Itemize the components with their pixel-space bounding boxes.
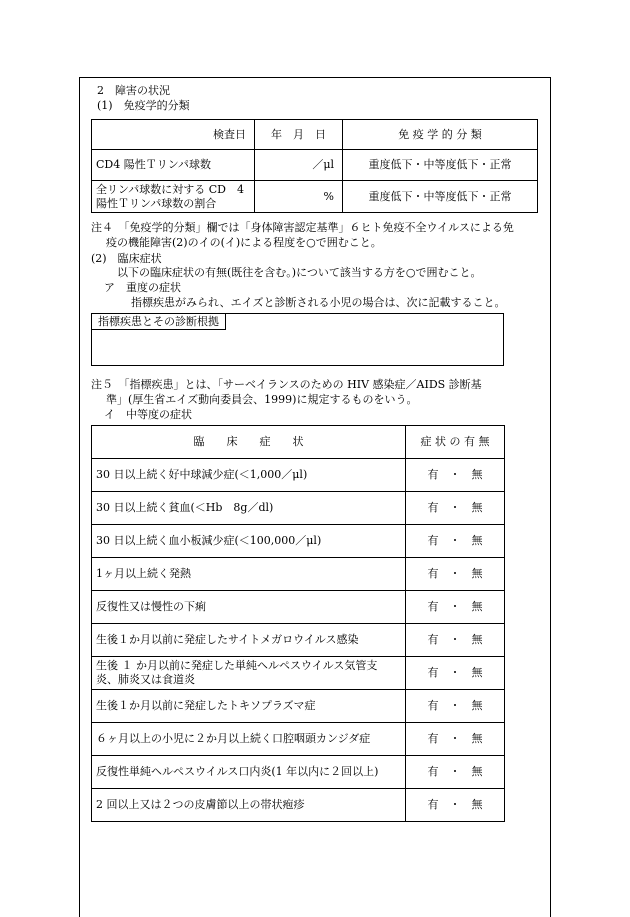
- note4-line2: 疫の機能障害(2)のイの(イ)による程度を○で囲むこと。: [106, 236, 382, 249]
- section-title: 2 障害の状況: [97, 84, 170, 97]
- symptom-presence[interactable]: 有 ・ 無: [406, 525, 505, 558]
- indicator-disease-box[interactable]: [91, 313, 504, 366]
- symptom-label: 30 日以上続く貧血(＜Hb 8g／dl): [92, 492, 406, 525]
- symptom-label-line1: 生後 １ か月以前に発症した単純ヘルペスウイルス気管支: [96, 659, 378, 672]
- symptom-label: ６ヶ月以上の小児に２か月以上続く口腔咽頭カンジダ症: [92, 723, 406, 756]
- row-cd4-label: CD4 陽性Ｔリンパ球数: [92, 150, 255, 181]
- symptom-presence[interactable]: 有 ・ 無: [406, 624, 505, 657]
- clinical-heading: (2) 臨床症状: [91, 252, 162, 265]
- symptom-presence[interactable]: 有 ・ 無: [406, 756, 505, 789]
- note5-line1: 注５ 「指標疾患」とは、「サーベイランスのための HIV 感染症／AIDS 診断基: [91, 378, 482, 391]
- symptom-label: [92, 657, 406, 690]
- row-ratio-label: [92, 181, 255, 213]
- symptom-presence[interactable]: 有 ・ 無: [406, 657, 505, 690]
- clinical-instruction: 以下の臨床症状の有無(既往を含む。)について該当する方を○で囲むこと。: [117, 266, 482, 279]
- row-cd4-class: 重度低下・中等度低下・正常: [343, 150, 538, 181]
- header-date-format: 年 月 日: [255, 120, 343, 150]
- note5-line2: 準」(厚生省エイズ動向委員会、1999)に規定するものをいう。: [106, 393, 418, 406]
- header-exam-date: 検査日: [92, 120, 255, 150]
- symptom-presence[interactable]: 有 ・ 無: [406, 558, 505, 591]
- symptom-table: [91, 425, 505, 822]
- symptom-presence[interactable]: 有 ・ 無: [406, 789, 505, 822]
- symptom-presence[interactable]: 有 ・ 無: [406, 591, 505, 624]
- symptom-label: 2 回以上又は２つの皮膚節以上の帯状疱疹: [92, 789, 406, 822]
- symptom-label: 反復性又は慢性の下痢: [92, 591, 406, 624]
- row-cd4-unit: ／μl: [255, 150, 343, 181]
- symptom-label: 生後１か月以前に発症したサイトメガロウイルス感染: [92, 624, 406, 657]
- header-immune-class: 免 疫 学 的 分 類: [343, 120, 538, 150]
- symptom-label-line2: 炎、肺炎又は食道炎: [96, 673, 195, 686]
- severe-heading: ア 重度の症状: [104, 281, 181, 294]
- row-ratio-class: 重度低下・中等度低下・正常: [343, 181, 538, 213]
- symptom-presence[interactable]: 有 ・ 無: [406, 723, 505, 756]
- symptom-label: 反復性単純ヘルペスウイルス口内炎(1 年以内に２回以上): [92, 756, 406, 789]
- row-ratio-label-line2: 陽性Ｔリンパ球数の割合: [96, 196, 217, 210]
- moderate-heading: イ 中等度の症状: [104, 408, 192, 421]
- symptom-presence[interactable]: 有 ・ 無: [406, 690, 505, 723]
- note4-line1: 注４ 「免疫学的分類」欄では「身体障害認定基準」６ヒト免疫不全ウイルスによる免: [91, 221, 514, 234]
- header-symptom: 臨 床 症 状: [92, 426, 406, 459]
- symptom-label: 生後１か月以前に発症したトキソプラズマ症: [92, 690, 406, 723]
- indicator-disease-label: 指標疾患とその診断根拠: [92, 314, 226, 330]
- immune-classification-table: [91, 119, 538, 213]
- symptom-label: 30 日以上続く血小板減少症(＜100,000／μl): [92, 525, 406, 558]
- symptom-label: 30 日以上続く好中球減少症(＜1,000／μl): [92, 459, 406, 492]
- symptom-presence[interactable]: 有 ・ 無: [406, 459, 505, 492]
- severe-note: 指標疾患がみられ、エイズと診断される小児の場合は、次に記載すること。: [131, 296, 506, 309]
- symptom-presence[interactable]: 有 ・ 無: [406, 492, 505, 525]
- immune-subheading: (1) 免疫学的分類: [97, 99, 190, 112]
- symptom-label: 1ヶ月以上続く発熱: [92, 558, 406, 591]
- row-ratio-unit: %: [255, 181, 343, 213]
- row-ratio-label-line1: 全リンパ球数に対する CD 4: [96, 182, 244, 196]
- header-presence: 症 状 の 有 無: [406, 426, 505, 459]
